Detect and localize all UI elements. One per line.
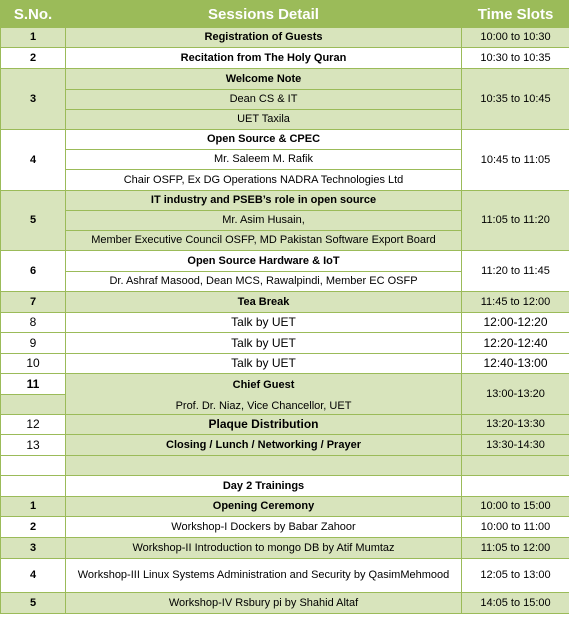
table-row [1, 191, 569, 211]
table-row [1, 251, 569, 272]
session-title: Open Source Hardware & IoT [66, 251, 462, 272]
session-title: Workshop-II Introduction to mongo DB by Atif Mumtaz [66, 538, 462, 559]
sno-cell: 5 [1, 191, 66, 251]
day2-heading-row [1, 476, 569, 497]
header-sessions-detail: Sessions Detail [66, 1, 462, 28]
session-title: Closing / Lunch / Networking / Prayer [66, 435, 462, 456]
session-title: Registration of Guests [66, 28, 462, 48]
table-row [1, 497, 569, 517]
session-speaker: Dean CS & IT [66, 90, 462, 110]
session-title: Talk by UET [66, 354, 462, 374]
sno-cell: 4 [1, 559, 66, 593]
session-title: Workshop-IV Rsbury pi by Shahid Altaf [66, 593, 462, 614]
chief-guest-name: Prof. Dr. Niaz, Vice Chancellor, UET [175, 400, 352, 412]
time-slot: 10:35 to 10:45 [462, 69, 569, 130]
time-slot: 11:45 to 12:00 [462, 292, 569, 313]
time-slot: 11:05 to 12:00 [462, 538, 569, 559]
session-speaker: Dr. Ashraf Masood, Dean MCS, Rawalpindi, Member EC OSFP [66, 272, 462, 292]
time-slot: 10:00 to 10:30 [462, 28, 569, 48]
session-affiliation: UET Taxila [66, 110, 462, 130]
sno-cell: 12 [1, 415, 66, 435]
time-slot: 13:00-13:20 [462, 374, 569, 415]
table-row [1, 333, 569, 354]
time-slot: 10:45 to 11:05 [462, 130, 569, 191]
time-slot: 12:00-12:20 [462, 313, 569, 333]
sno-cell: 5 [1, 593, 66, 614]
table-row [1, 517, 569, 538]
session-title: Tea Break [66, 292, 462, 313]
header-time-slots: Time Slots [462, 1, 569, 28]
time-slot: 11:05 to 11:20 [462, 191, 569, 251]
session-speaker: Mr. Saleem M. Rafik [66, 150, 462, 170]
session-title: Talk by UET [66, 313, 462, 333]
sno-cell: 8 [1, 313, 66, 333]
session-affiliation: Chair OSFP, Ex DG Operations NADRA Technologies Ltd [66, 170, 462, 191]
table-row [1, 130, 569, 150]
day2-heading: Day 2 Trainings [66, 476, 462, 497]
session-title [66, 374, 462, 415]
table-row-empty [1, 456, 569, 476]
time-slot: 12:40-13:00 [462, 354, 569, 374]
session-affiliation: Member Executive Council OSFP, MD Pakistan Software Export Board [66, 231, 462, 251]
sno-cell: 6 [1, 251, 66, 292]
sno-cell: 13 [1, 435, 66, 456]
session-title: Workshop-III Linux Systems Administration and Security by QasimMehmood [66, 559, 462, 593]
time-slot: 12:05 to 13:00 [462, 559, 569, 593]
table-row [1, 354, 569, 374]
blank-cell [462, 476, 569, 497]
time-slot: 11:20 to 11:45 [462, 251, 569, 292]
table-row [1, 435, 569, 456]
table-row [1, 374, 569, 395]
blank-cell [1, 476, 66, 497]
sno-cell: 2 [1, 48, 66, 69]
chief-guest-title: Chief Guest [232, 379, 295, 391]
table-row [1, 48, 569, 69]
time-slot: 10:00 to 15:00 [462, 497, 569, 517]
sno-cell: 7 [1, 292, 66, 313]
blank-cell [462, 456, 569, 476]
session-title: Recitation from The Holy Quran [66, 48, 462, 69]
sno-cell: 10 [1, 354, 66, 374]
session-title: Workshop-I Dockers by Babar Zahoor [66, 517, 462, 538]
table-row [1, 415, 569, 435]
table-row [1, 28, 569, 48]
sno-cell: 3 [1, 69, 66, 130]
session-title: Welcome Note [66, 69, 462, 90]
time-slot: 10:30 to 10:35 [462, 48, 569, 69]
header-sno: S.No. [1, 1, 66, 28]
table-row [1, 69, 569, 90]
sno-cell: 4 [1, 130, 66, 191]
table-row [1, 313, 569, 333]
time-slot: 10:00 to 11:00 [462, 517, 569, 538]
sno-cell: 3 [1, 538, 66, 559]
table-row [1, 538, 569, 559]
session-title: Open Source & CPEC [66, 130, 462, 150]
sno-cell: 1 [1, 497, 66, 517]
blank-cell [1, 456, 66, 476]
table-row [1, 593, 569, 614]
blank-cell [1, 395, 66, 415]
time-slot: 13:20-13:30 [462, 415, 569, 435]
sno-cell: 9 [1, 333, 66, 354]
session-title: Opening Ceremony [66, 497, 462, 517]
sno-cell: 2 [1, 517, 66, 538]
time-slot: 13:30-14:30 [462, 435, 569, 456]
session-title: IT industry and PSEB’s role in open source [66, 191, 462, 211]
blank-cell [66, 456, 462, 476]
session-title: Plaque Distribution [66, 415, 462, 435]
session-title: Talk by UET [66, 333, 462, 354]
time-slot: 12:20-12:40 [462, 333, 569, 354]
table-row [1, 559, 569, 593]
time-slot: 14:05 to 15:00 [462, 593, 569, 614]
header-row [1, 1, 569, 28]
sno-cell: 11 [1, 374, 66, 395]
session-speaker: Mr. Asim Husain, [66, 211, 462, 231]
table-row [1, 292, 569, 313]
sno-cell: 1 [1, 28, 66, 48]
